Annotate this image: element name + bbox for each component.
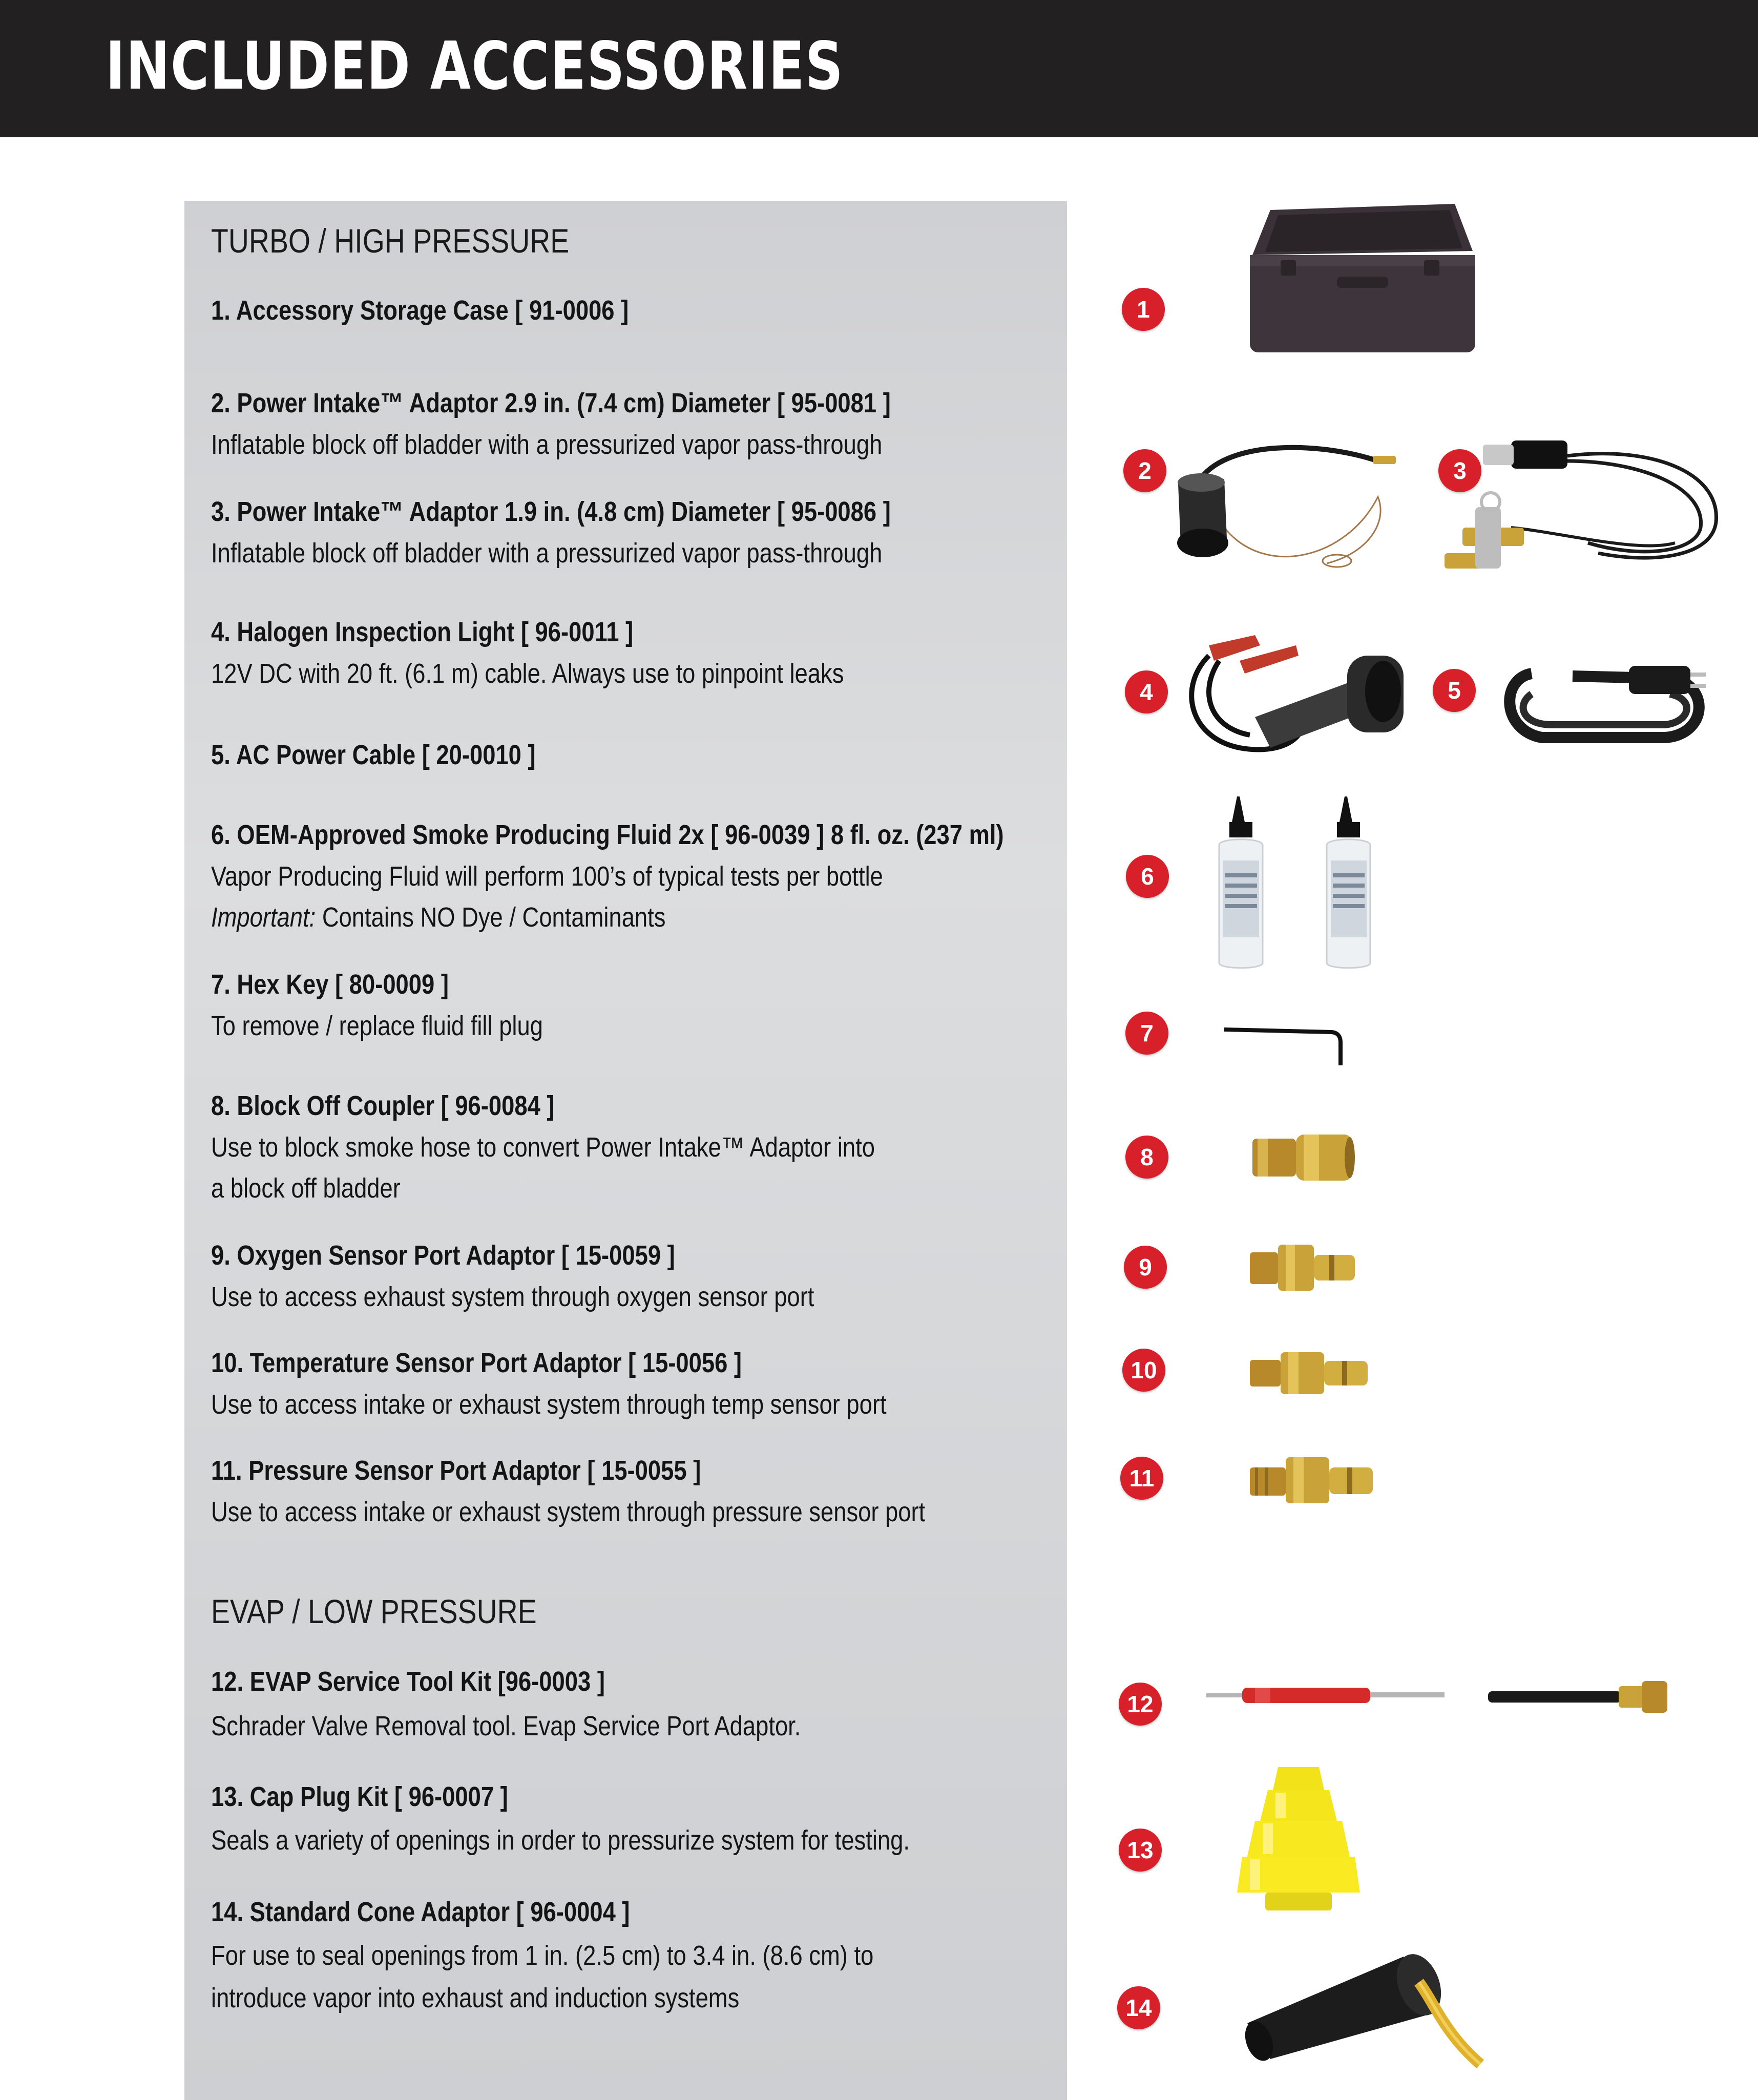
- item-7-title: 7. Hex Key [ 80-0009 ]: [211, 969, 449, 1000]
- power-cable-icon: [1501, 648, 1721, 750]
- cap-plug-icon: [1234, 1762, 1363, 1913]
- item-11-title: 11. Pressure Sensor Port Adaptor [ 15-0055 ]: [211, 1455, 701, 1486]
- item-6-note: [211, 900, 665, 934]
- inspection-light-icon: [1178, 625, 1414, 758]
- section-title-evap: EVAP / LOW PRESSURE: [211, 1592, 537, 1630]
- cone-adaptor-icon: [1240, 1946, 1491, 2085]
- badge-13: 13: [1119, 1829, 1162, 1872]
- badge-4: 4: [1125, 670, 1168, 713]
- item-4-title: 4. Halogen Inspection Light [ 96-0011 ]: [211, 617, 634, 647]
- item-9-desc: Use to access exhaust system through oxygen sensor port: [211, 1282, 814, 1312]
- item-4-desc: 12V DC with 20 ft. (6.1 m) cable. Always use to pinpoint leaks: [211, 658, 844, 689]
- storage-case-icon: [1240, 200, 1485, 369]
- item-2-desc: Inflatable block off bladder with a pressurized vapor pass-through: [211, 429, 883, 460]
- valve-tool-icon: [1206, 1680, 1447, 1711]
- important-text: Contains NO Dye / Contaminants: [316, 902, 666, 933]
- hex-key-icon: [1222, 1022, 1350, 1068]
- item-8-desc-1: Use to block smoke hose to convert Power Intake™ Adaptor into: [211, 1132, 875, 1163]
- badge-2: 2: [1123, 449, 1166, 492]
- header-bar: [0, 0, 1758, 137]
- item-14-title: 14. Standard Cone Adaptor [ 96-0004 ]: [211, 1897, 630, 1927]
- section-title-turbo: TURBO / HIGH PRESSURE: [211, 222, 570, 260]
- brass-port-adaptor-icon: [1247, 1240, 1357, 1296]
- brass-port-adaptor-icon: [1247, 1345, 1370, 1401]
- item-3-desc: Inflatable block off bladder with a pressurized vapor pass-through: [211, 538, 883, 569]
- badge-10: 10: [1122, 1349, 1165, 1392]
- item-6-title: 6. OEM-Approved Smoke Producing Fluid 2x [ 96-0039 ] 8 fl. oz. (237 ml): [211, 820, 1004, 850]
- item-2-title: 2. Power Intake™ Adaptor 2.9 in. (7.4 cm) Diameter [ 95-0081 ]: [211, 388, 891, 418]
- badge-3: 3: [1438, 449, 1481, 492]
- badge-1: 1: [1122, 288, 1165, 331]
- item-13-desc: Seals a variety of openings in order to pressurize system for testing.: [211, 1825, 910, 1856]
- badge-12: 12: [1119, 1683, 1162, 1726]
- important-label: Important:: [211, 902, 316, 933]
- brass-coupler-icon: [1247, 1129, 1360, 1186]
- badge-6: 6: [1126, 855, 1169, 898]
- badge-11: 11: [1120, 1457, 1163, 1500]
- item-12-title: 12. EVAP Service Tool Kit [96-0003 ]: [211, 1666, 605, 1697]
- badge-9: 9: [1124, 1246, 1167, 1289]
- badge-8: 8: [1125, 1136, 1168, 1179]
- page-title: INCLUDED ACCESSORIES: [106, 28, 844, 104]
- item-7-desc: To remove / replace fluid fill plug: [211, 1011, 543, 1041]
- item-10-title: 10. Temperature Sensor Port Adaptor [ 15-0056 ]: [211, 1348, 742, 1378]
- service-hose-icon: [1485, 1675, 1670, 1716]
- item-12-desc: Schrader Valve Removal tool. Evap Service Port Adaptor.: [211, 1711, 801, 1741]
- item-9-title: 9. Oxygen Sensor Port Adaptor [ 15-0059 ]: [211, 1240, 675, 1271]
- item-14-desc-2: introduce vapor into exhaust and induction systems: [211, 1983, 740, 2013]
- item-8-title: 8. Block Off Coupler [ 96-0084 ]: [211, 1090, 555, 1121]
- fluid-bottle-icon: [1209, 796, 1393, 971]
- item-13-title: 13. Cap Plug Kit [ 96-0007 ]: [211, 1781, 508, 1812]
- item-10-desc: Use to access intake or exhaust system through temp sensor port: [211, 1389, 887, 1420]
- item-5-title: 5. AC Power Cable [ 20-0010 ]: [211, 740, 536, 770]
- badge-14: 14: [1117, 1986, 1160, 2029]
- item-14-desc-1: For use to seal openings from 1 in. (2.5 cm) to 3.4 in. (8.6 cm) to: [211, 1940, 874, 1971]
- brass-port-adaptor-icon: [1247, 1450, 1375, 1511]
- item-11-desc: Use to access intake or exhaust system through pressure sensor port: [211, 1497, 926, 1527]
- item-6-desc: Vapor Producing Fluid will perform 100’s of typical tests per bottle: [211, 861, 883, 892]
- badge-5: 5: [1433, 669, 1476, 712]
- item-1-title: 1. Accessory Storage Case [ 91-0006 ]: [211, 295, 629, 326]
- badge-7: 7: [1125, 1012, 1168, 1055]
- item-3-title: 3. Power Intake™ Adaptor 1.9 in. (4.8 cm) Diameter [ 95-0086 ]: [211, 496, 891, 527]
- bladder-adaptor-icon: [1163, 435, 1404, 574]
- item-8-desc-2: a block off bladder: [211, 1173, 401, 1204]
- bladder-adaptor-small-icon: [1434, 425, 1731, 589]
